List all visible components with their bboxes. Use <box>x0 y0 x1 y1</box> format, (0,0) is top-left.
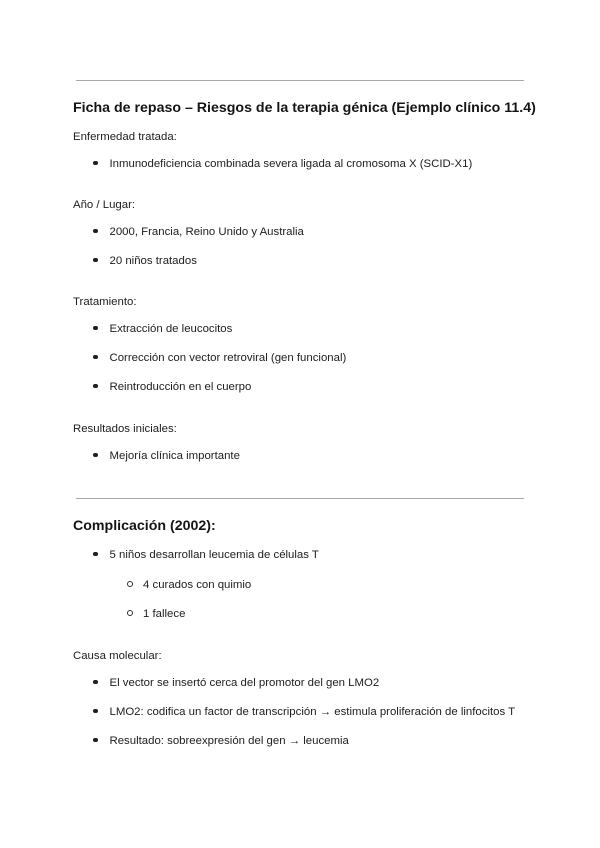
list-item: Resultado: sobreexpresión del gen → leucemia <box>93 735 349 747</box>
bullet-icon <box>93 326 98 331</box>
list-item: Inmunodeficiencia combinada severa ligada al cromosoma X (SCID-X1) <box>93 158 472 170</box>
sub-list-item: 4 curados con quimio <box>127 579 251 591</box>
divider-middle <box>76 498 524 499</box>
list-item: 5 niños desarrollan leucemia de células T <box>93 549 319 561</box>
hollow-bullet-icon <box>127 610 133 616</box>
list-item: El vector se insertó cerca del promotor del gen LMO2 <box>93 677 379 689</box>
bullet-icon <box>93 229 98 234</box>
label-enfermedad: Enfermedad tratada: <box>73 131 177 143</box>
bullet-icon <box>93 161 98 166</box>
list-item: Corrección con vector retroviral (gen funcional) <box>93 352 346 364</box>
list-item: Extracción de leucocitos <box>93 323 232 335</box>
bullet-icon <box>93 258 98 263</box>
bullet-icon <box>93 384 98 389</box>
bullet-icon <box>93 552 98 557</box>
sub-list-item: 1 fallece <box>127 608 185 620</box>
label-tratamiento: Tratamiento: <box>73 296 137 308</box>
label-resultados: Resultados iniciales: <box>73 423 177 435</box>
hollow-bullet-icon <box>127 581 133 587</box>
list-item: Reintroducción en el cuerpo <box>93 381 251 393</box>
list-item: 20 niños tratados <box>93 255 197 267</box>
bullet-icon <box>93 738 98 743</box>
list-item: Mejoría clínica importante <box>93 450 240 462</box>
bullet-icon <box>93 453 98 458</box>
label-causa: Causa molecular: <box>73 650 162 662</box>
bullet-icon <box>93 709 98 714</box>
list-item: 2000, Francia, Reino Unido y Australia <box>93 226 304 238</box>
list-item: LMO2: codifica un factor de transcripción → estimula proliferación de linfocitos T <box>93 706 515 718</box>
label-lugar: Año / Lugar: <box>73 199 136 211</box>
section-title-complicacion: Complicación (2002): <box>73 518 216 534</box>
page-title: Ficha de repaso – Riesgos de la terapia génica (Ejemplo clínico 11.4) <box>73 100 536 116</box>
divider-top <box>76 80 524 81</box>
bullet-icon <box>93 355 98 360</box>
bullet-icon <box>93 680 98 685</box>
